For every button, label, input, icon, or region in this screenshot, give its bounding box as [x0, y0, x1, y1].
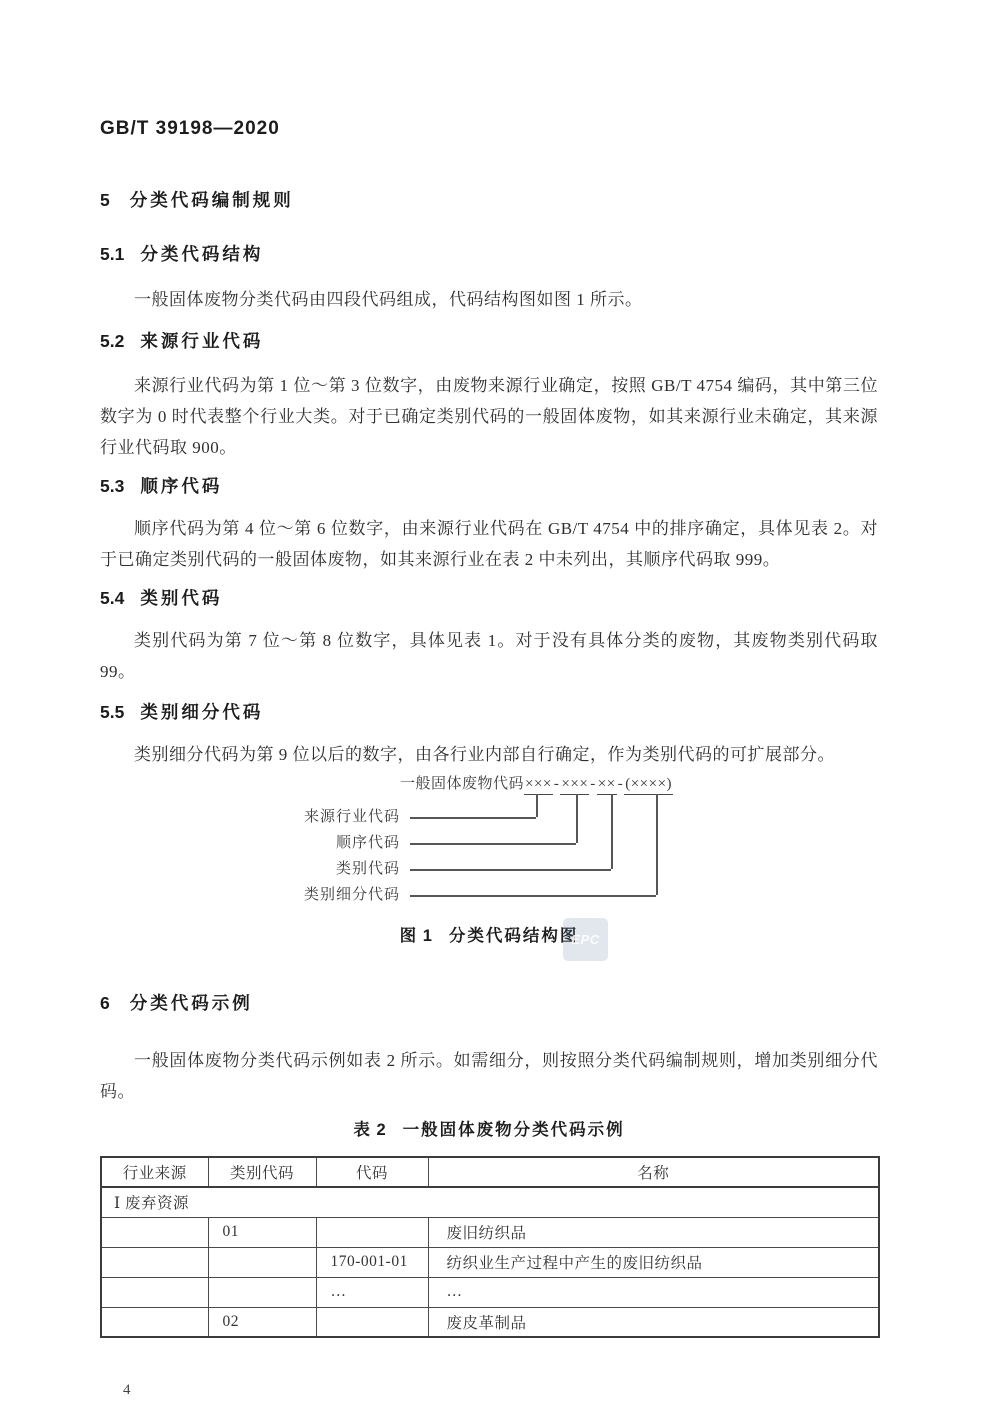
section-6-heading — [100, 990, 878, 1015]
cell-code — [316, 1217, 428, 1247]
cell-industry — [101, 1307, 208, 1337]
section-5-4-paragraph: 类别代码为第 7 位～第 8 位数字，具体见表 1。对于没有具体分类的废物，其废物类别代码取 99。 — [100, 631, 878, 681]
section-number: 5.2 — [100, 331, 125, 351]
code-group-sequence: ××× — [560, 776, 589, 795]
cell-industry — [101, 1217, 208, 1247]
section-5-2-heading — [100, 328, 878, 353]
table-row — [101, 1307, 879, 1337]
cell-code: 170-001-01 — [316, 1247, 428, 1277]
section-5-4-heading — [100, 585, 878, 610]
code-separator: - — [617, 776, 624, 792]
section-5-3-heading — [100, 473, 878, 498]
table-2-caption — [100, 1116, 878, 1140]
section-title: 来源行业代码 — [140, 331, 264, 351]
connector-line — [410, 817, 536, 819]
connector-line — [410, 843, 576, 845]
section-title: 顺序代码 — [140, 476, 223, 496]
connector-line — [410, 869, 611, 871]
table-row — [101, 1277, 879, 1307]
section-title: 分类代码编制规则 — [129, 190, 294, 210]
code-separator: - — [553, 776, 560, 792]
column-header-industry-source: 行业来源 — [101, 1157, 208, 1187]
section-number: 5.4 — [100, 588, 125, 608]
column-header-name: 名称 — [428, 1157, 879, 1187]
section-6-paragraph: 一般固体废物分类代码示例如表 2 所示。如需细分，则按照分类代码编制规则，增加类别细分代码。 — [100, 1051, 878, 1101]
section-5-1-paragraph: 一般固体废物分类代码由四段代码组成，代码结构图如图 1 所示。 — [134, 290, 643, 309]
section-title: 类别细分代码 — [140, 702, 264, 722]
figure-label-sequence-code: 顺序代码 — [335, 835, 400, 851]
cell-code — [316, 1307, 428, 1337]
column-header-category-code: 类别代码 — [208, 1157, 316, 1187]
connector-line — [576, 794, 578, 843]
column-header-code: 代码 — [316, 1157, 428, 1187]
section-5-3-paragraph: 顺序代码为第 4 位～第 6 位数字，由来源行业代码在 GB/T 4754 中的排序确定，具体见表 2。对于已确定类别代码的一般固体废物，如其来源行业在表 2 中未列出，其顺序代码取 999。 — [100, 519, 878, 569]
figure-label-industry-source-code: 来源行业代码 — [303, 809, 400, 825]
section-title: 分类代码示例 — [129, 993, 253, 1013]
cell-industry — [101, 1277, 208, 1307]
cell-category — [208, 1277, 316, 1307]
section-number: 5.1 — [100, 244, 125, 264]
table-row — [101, 1247, 879, 1277]
figure-label-subcategory-code: 类别细分代码 — [303, 887, 400, 903]
cell-category: 01 — [208, 1217, 316, 1247]
section-title: 类别代码 — [140, 588, 223, 608]
code-group-category: ×× — [597, 776, 617, 795]
connector-line — [656, 794, 658, 895]
connector-line — [410, 895, 656, 897]
cell-name: 废旧纺织品 — [428, 1217, 879, 1247]
table-caption-label: 表 2 — [353, 1121, 387, 1139]
cell-name: … — [428, 1277, 879, 1307]
formula-prefix: 一般固体废物代码 — [400, 776, 525, 792]
table-row — [101, 1217, 879, 1247]
figure-caption-label: 图 1 — [399, 927, 433, 945]
cell-category: 02 — [208, 1307, 316, 1337]
figure-caption-text: 分类代码结构图 — [448, 927, 579, 945]
section-number: 5.5 — [100, 702, 125, 722]
section-number: 5.3 — [100, 476, 125, 496]
section-title: 分类代码结构 — [140, 244, 264, 264]
figure-1-caption — [100, 922, 878, 946]
figure-1-code-structure-diagram — [100, 772, 878, 912]
standard-number: GB/T 39198—2020 — [100, 118, 280, 139]
connector-line — [536, 794, 538, 817]
code-group-subcategory: (××××) — [624, 776, 673, 795]
table-header-row — [101, 1157, 879, 1187]
code-formula — [400, 772, 673, 793]
section-5-heading — [100, 187, 878, 212]
connector-line — [611, 794, 613, 869]
section-5-5-paragraph: 类别细分代码为第 9 位以后的数字，由各行业内部自行确定，作为类别代码的可扩展部分。 — [134, 745, 835, 764]
code-separator: - — [590, 776, 596, 792]
cell-industry — [101, 1247, 208, 1277]
group-row-label: Ⅰ 废弃资源 — [101, 1187, 879, 1217]
scan-watermark-logo: EPC — [563, 918, 608, 961]
table-caption-text: 一般固体废物分类代码示例 — [402, 1121, 625, 1139]
section-5-2-paragraph: 来源行业代码为第 1 位～第 3 位数字，由废物来源行业确定，按照 GB/T 4754 编码，其中第三位数字为 0 时代表整个行业大类。对于已确定类别代码的一般固体废物，如其来源行业未确定，其来源行业代码取 900。 — [100, 376, 878, 457]
cell-category — [208, 1247, 316, 1277]
table-group-row — [101, 1187, 879, 1217]
figure-label-category-code: 类别代码 — [335, 861, 400, 877]
section-5-1-heading — [100, 241, 878, 266]
cell-code: … — [316, 1277, 428, 1307]
table-2-classification-code-examples — [100, 1156, 880, 1338]
code-group-industry: ××× — [524, 776, 553, 795]
page-number: 4 — [123, 1382, 131, 1398]
section-number: 5 — [100, 190, 110, 210]
section-5-5-heading — [100, 699, 878, 724]
cell-name: 纺织业生产过程中产生的废旧纺织品 — [428, 1247, 879, 1277]
cell-name: 废皮革制品 — [428, 1307, 879, 1337]
section-number: 6 — [100, 993, 110, 1013]
